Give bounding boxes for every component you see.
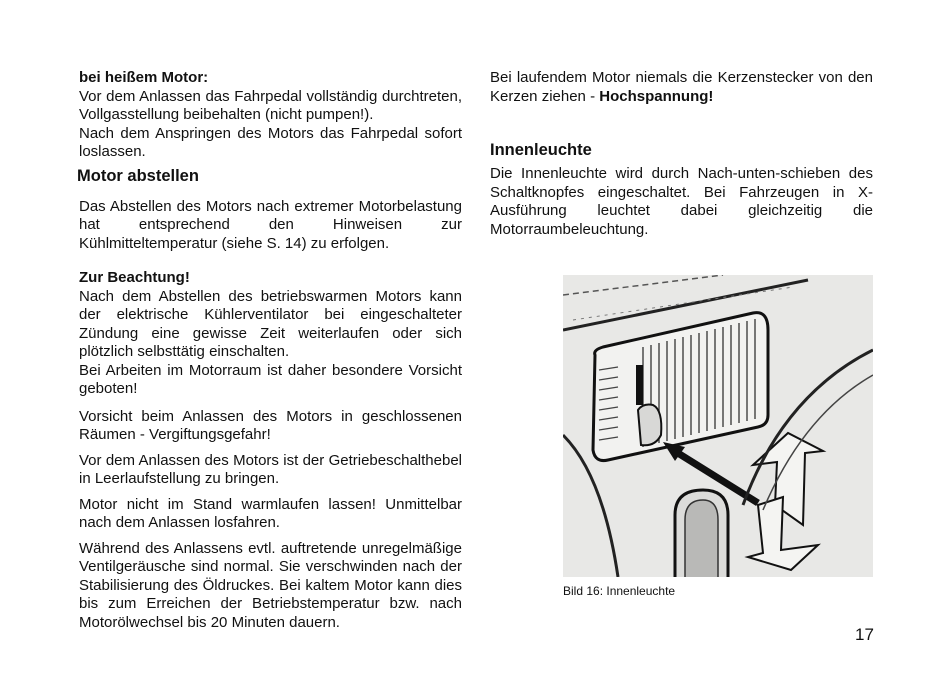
page-number: 17 [855,625,874,644]
lamp-housing [593,313,768,461]
spark-plug-warning [490,69,873,106]
right-column [490,69,873,239]
closed-rooms-warning: Vorsicht beim Anlassen des Motors in geschlossenen Räumen - Vergiftungsgefahr! [79,407,462,443]
left-column [79,69,462,632]
valve-noise-paragraph: Während des Anlassens evtl. auftretende unregelmäßige Ventilgeräusche sind normal. Sie verschwinden nach der Stabilisierung des Öldruckes. Bei kaltem Motor kann dies bis zum Erreichen der Betriebstemperatur bzw. nach Motorölwechsel bis 20 Minuten dauern. [79,539,462,631]
attention-paragraph-1: Nach dem Abstellen des betriebswarmen Motors kann der elektrische Kühlerventilator bei eingeschalteter Zündung eine gewisse Zeit weiterlaufen oder sich plötzlich selbsttätig einschalten. [79,287,462,360]
section-title-motor-abstellen: Motor abstellen [77,166,199,185]
attention-heading: Zur Beachtung! [79,269,190,286]
section-title-innenleuchte: Innenleuchte [490,141,592,159]
high-voltage-label: Hochspannung! [599,87,714,105]
interior-light-drawing [563,275,873,577]
figure-caption: Bild 16: Innenleuchte [563,584,676,598]
shutdown-paragraph: Das Abstellen des Motors nach extremer Motorbelastung hat entsprechend den Hinweisen zur Kühlmitteltemperatur (siehe S. 14) zu erfolgen. [79,197,462,252]
spark-plug-warning-text: Bei laufendem Motor niemals die Kerzenstecker von den Kerzen ziehen - [490,69,873,105]
hot-engine-heading: bei heißem Motor: [79,69,209,86]
attention-paragraph-2: Bei Arbeiten im Motorraum ist daher besondere Vorsicht geboten! [79,361,462,397]
up-down-arrow-icon [748,433,823,570]
warmup-paragraph: Motor nicht im Stand warmlaufen lassen! Unmittelbar nach dem Anlassen losfahren. [79,495,462,531]
hot-engine-instruction-1: Vor dem Anlassen das Fahrpedal vollständig durchtreten, Vollgasstellung beibehalten (nicht pumpen!). [79,87,462,123]
hot-engine-instruction-2: Nach dem Anspringen des Motors das Fahrpedal sofort loslassen. [79,124,462,160]
interior-light-paragraph: Die Innenleuchte wird durch Nach-unten-schieben des Schaltknopfes eingeschaltet. Bei Fahrzeugen in X-Ausführung leuchtet dabei gleichzeitig die Motorraumbeleuchtung. [490,165,873,238]
interior-light-illustration [563,275,873,577]
gear-lever-paragraph: Vor dem Anlassen des Motors ist der Getriebeschalthebel in Leerlaufstellung zu bringen. [79,451,462,487]
